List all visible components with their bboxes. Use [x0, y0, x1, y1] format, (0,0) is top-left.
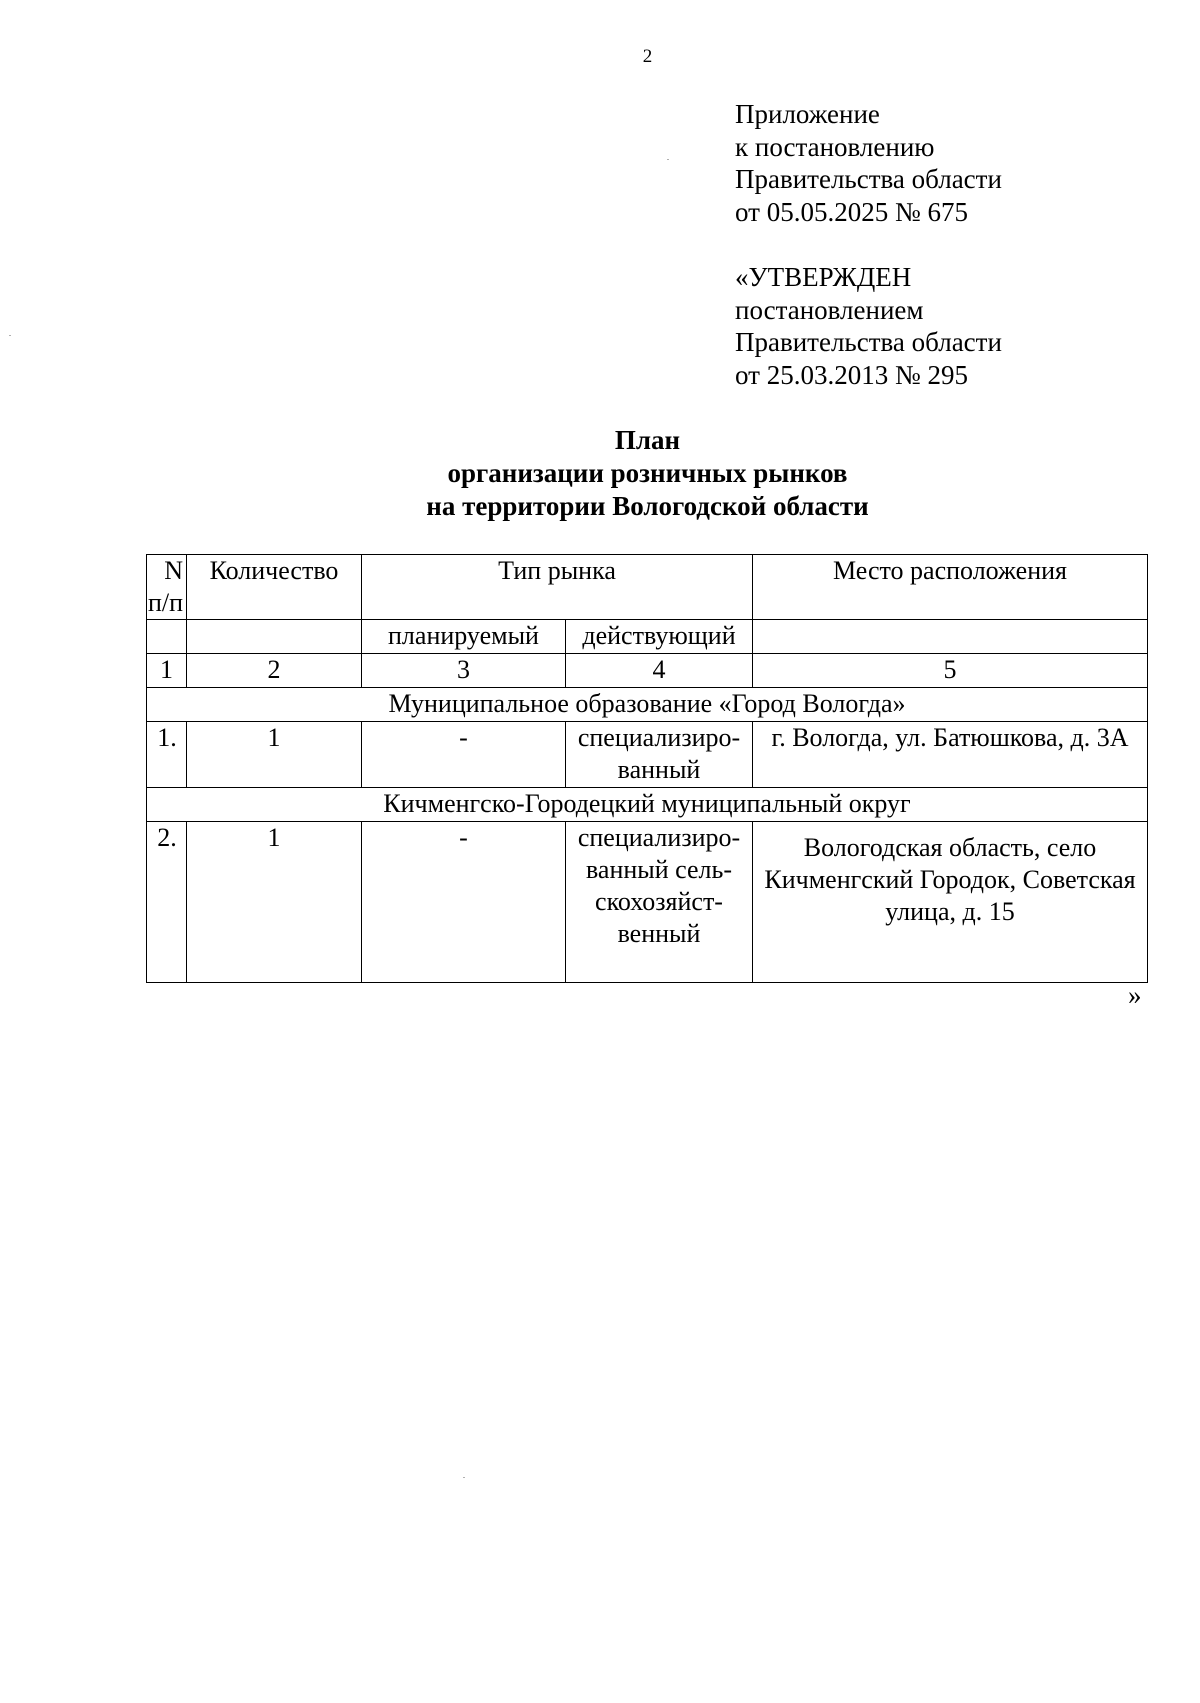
row-planned: -	[362, 722, 566, 788]
section-name: Кичменгско-Городецкий муниципальный округ	[147, 788, 1148, 822]
row-existing: специализиро- ванный сель- скохозяйст- венный	[566, 822, 753, 983]
section-name: Муниципальное образование «Город Вологда»	[147, 688, 1148, 722]
column-number-row	[147, 654, 1148, 688]
row-location: г. Вологда, ул. Батюшкова, д. 3А	[753, 722, 1148, 788]
document-title	[0, 424, 1200, 523]
column-number: 1	[147, 654, 187, 688]
scan-speck	[667, 159, 669, 160]
scan-speck	[9, 335, 11, 336]
subheader-empty	[147, 620, 187, 654]
section-row	[147, 788, 1148, 822]
header-num: N п/п	[147, 555, 187, 620]
closing-quote: »	[1128, 980, 1142, 1010]
column-number: 5	[753, 654, 1148, 688]
approved-line: Правительства области	[735, 327, 1002, 357]
row-quantity: 1	[187, 722, 362, 788]
title-line: организации розничных рынков	[447, 458, 848, 488]
column-number: 4	[566, 654, 753, 688]
row-quantity: 1	[187, 822, 362, 983]
subheader-empty	[753, 620, 1148, 654]
appendix-block	[735, 98, 1002, 228]
appendix-line: Правительства области	[735, 164, 1002, 194]
table-row	[147, 822, 1148, 983]
page-number: 2	[642, 46, 653, 67]
markets-plan-table	[146, 554, 1148, 983]
table-header-row	[147, 555, 1148, 620]
row-num: 2.	[147, 822, 187, 983]
scan-speck	[463, 1477, 465, 1478]
approved-line: постановлением	[735, 294, 924, 325]
approved-line: от 25.03.2013 № 295	[735, 359, 968, 390]
table-subheader-row	[147, 620, 1148, 654]
appendix-line: Приложение	[735, 99, 880, 129]
row-location: Вологодская область, село Кичменгский Городок, Советская улица, д. 15	[753, 822, 1148, 983]
section-row	[147, 688, 1148, 722]
column-number: 2	[187, 654, 362, 688]
header-location: Место расположения	[753, 555, 1148, 620]
subheader-empty	[187, 620, 362, 654]
table-row	[147, 722, 1148, 788]
header-planned: планируемый	[362, 620, 566, 654]
row-existing: специализиро- ванный	[566, 722, 753, 788]
header-market-type: Тип рынка	[362, 555, 753, 620]
column-number: 3	[362, 654, 566, 688]
appendix-line: к постановлению	[735, 131, 935, 162]
row-planned: -	[362, 822, 566, 983]
header-existing: действующий	[566, 620, 753, 654]
row-num: 1.	[147, 722, 187, 788]
title-line: План	[614, 425, 681, 455]
appendix-line: от 05.05.2025 № 675	[735, 196, 968, 227]
approved-line: «УТВЕРЖДЕН	[735, 262, 912, 292]
header-quantity: Количество	[187, 555, 362, 620]
title-line: на территории Вологодской области	[426, 491, 869, 521]
approved-block	[735, 261, 1002, 391]
